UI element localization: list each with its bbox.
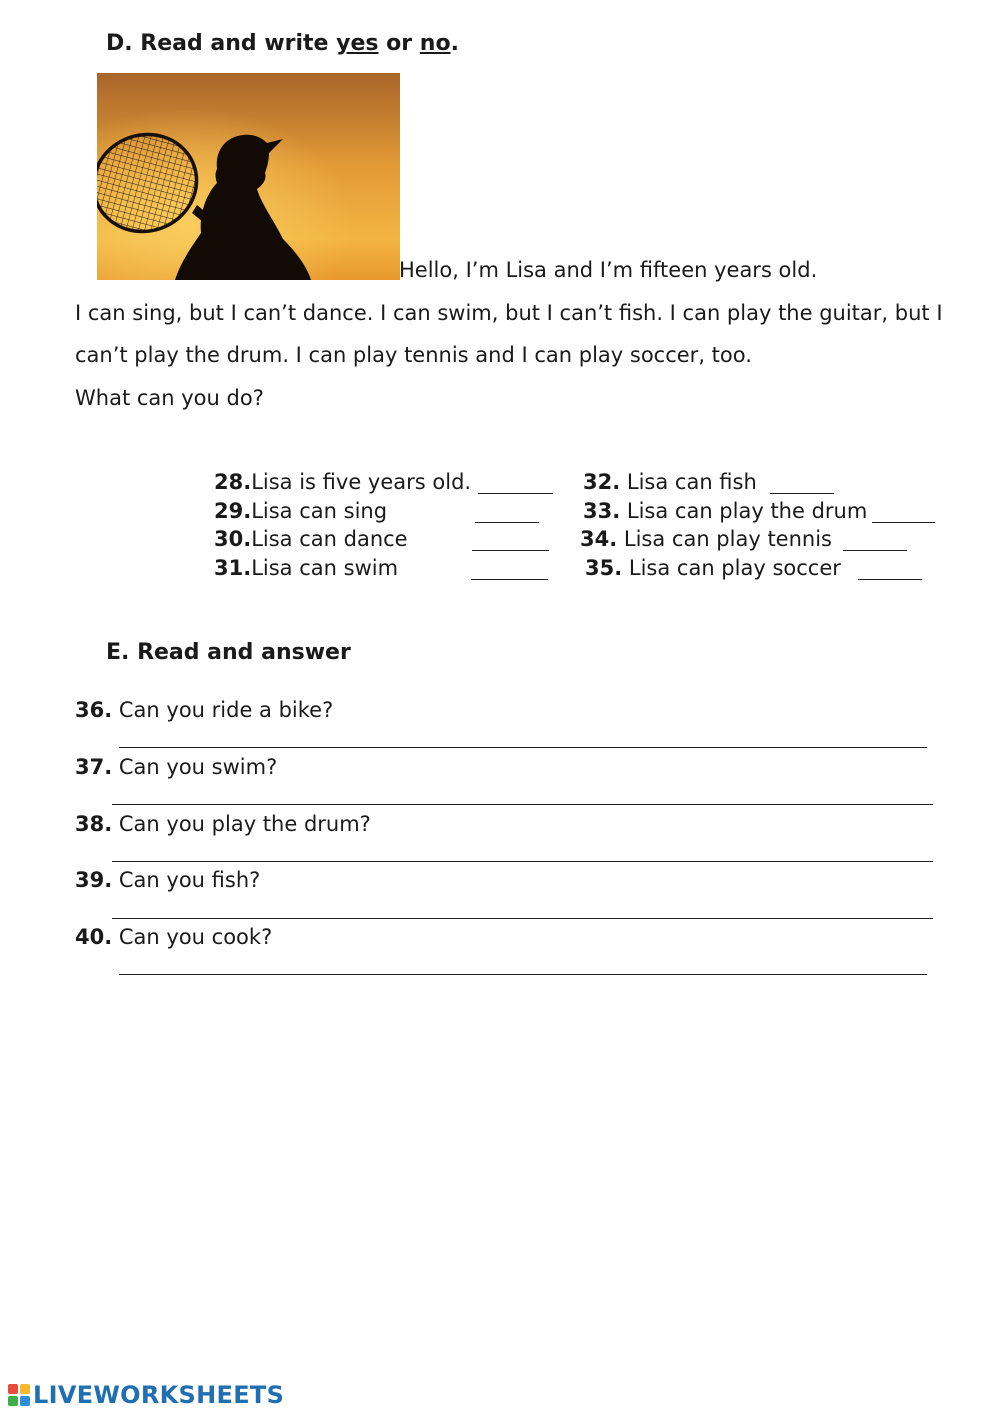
question-number: 38.: [75, 812, 113, 836]
question-item: [75, 925, 272, 949]
tennis-silhouette-photo: [97, 73, 400, 280]
item-number: 35.: [585, 556, 623, 580]
question-item: [75, 755, 277, 779]
answer-blank[interactable]: [872, 522, 935, 523]
section-d-or: or: [378, 31, 420, 56]
answer-blank[interactable]: [770, 493, 834, 494]
answer-line[interactable]: [112, 804, 933, 805]
question-item: [75, 698, 333, 722]
question-text: Can you ride a bike?: [118, 698, 334, 722]
section-d-letter: D.: [106, 31, 133, 56]
section-e-letter: E.: [106, 640, 130, 665]
question-number: 37.: [75, 755, 113, 779]
answer-blank[interactable]: [472, 550, 549, 551]
section-e-heading-text: Read and answer: [137, 640, 351, 665]
question-number: 39.: [75, 868, 113, 892]
statement-item: [583, 470, 757, 494]
section-d-heading-text: Read and write: [140, 31, 337, 56]
item-text: Lisa can swim: [251, 556, 399, 580]
section-d-no: no: [419, 31, 451, 56]
intro-line-3: What can you do?: [75, 386, 264, 410]
answer-line[interactable]: [119, 974, 927, 975]
answer-blank[interactable]: [471, 579, 548, 580]
item-number: 30.: [214, 527, 252, 551]
statement-item: [580, 527, 832, 551]
question-item: [75, 868, 260, 892]
liveworksheets-logo: [8, 1380, 284, 1410]
statement-item: [214, 499, 387, 523]
section-d-period: .: [450, 31, 459, 56]
answer-blank[interactable]: [475, 522, 539, 523]
answer-blank[interactable]: [858, 579, 922, 580]
statement-item: [583, 499, 867, 523]
item-text: Lisa can play the drum: [626, 499, 868, 523]
intro-line-1: I can sing, but I can’t dance. I can swim, but I can’t fish. I can play the guitar, but I: [75, 301, 943, 325]
question-text: Can you play the drum?: [118, 812, 371, 836]
item-text: Lisa can play tennis: [623, 527, 832, 551]
question-number: 36.: [75, 698, 113, 722]
statement-item: [214, 527, 408, 551]
section-d-yes: yes: [336, 31, 379, 56]
section-d-heading: [106, 31, 459, 56]
question-item: [75, 812, 371, 836]
question-text: Can you fish?: [118, 868, 261, 892]
question-number: 40.: [75, 925, 113, 949]
answer-blank[interactable]: [843, 550, 907, 551]
item-text: Lisa can play soccer: [628, 556, 841, 580]
liveworksheets-logo-icon: [8, 1384, 30, 1406]
item-number: 33.: [583, 499, 621, 523]
answer-line[interactable]: [119, 747, 927, 748]
section-e-heading: [106, 640, 351, 665]
statement-item: [214, 470, 471, 494]
intro-line-2: can’t play the drum. I can play tennis and I can play soccer, too.: [75, 343, 752, 367]
question-text: Can you swim?: [118, 755, 278, 779]
answer-blank[interactable]: [478, 493, 553, 494]
item-number: 34.: [580, 527, 618, 551]
item-number: 32.: [583, 470, 621, 494]
item-text: Lisa can dance: [251, 527, 408, 551]
item-number: 29.: [214, 499, 252, 523]
item-number: 31.: [214, 556, 252, 580]
statement-item: [214, 556, 398, 580]
item-text: Lisa is five years old.: [251, 470, 472, 494]
answer-line[interactable]: [112, 918, 933, 919]
item-text: Lisa can fish: [626, 470, 757, 494]
answer-line[interactable]: [112, 861, 933, 862]
liveworksheets-logo-text: LIVEWORKSHEETS: [33, 1381, 285, 1409]
item-text: Lisa can sing: [251, 499, 388, 523]
item-number: 28.: [214, 470, 252, 494]
question-text: Can you cook?: [118, 925, 273, 949]
statement-item: [585, 556, 841, 580]
intro-greeting: Hello, I’m Lisa and I’m fifteen years old.: [399, 258, 818, 282]
